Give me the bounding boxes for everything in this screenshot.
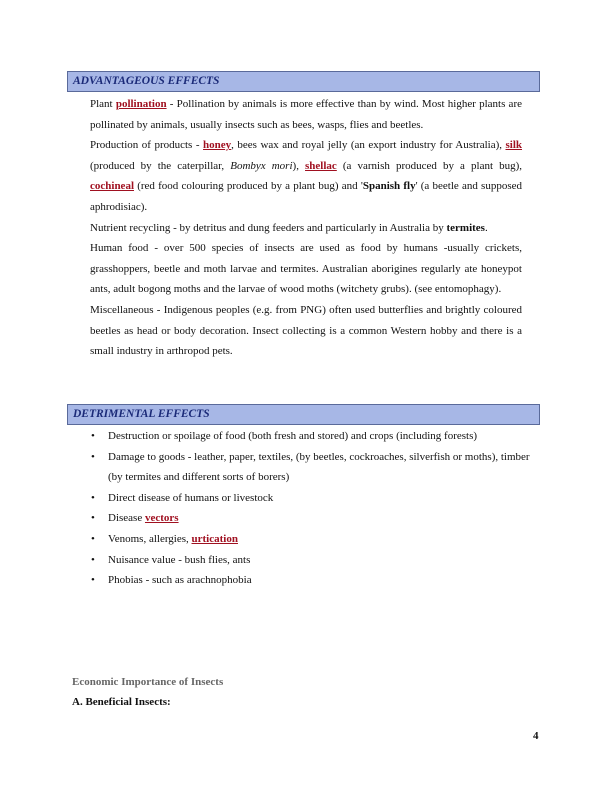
bold-text: Spanish fly — [362, 180, 416, 193]
text-run: (a varnish produced by a plant bug), — [336, 159, 522, 172]
text-run: , bees wax and royal jelly (an export industry for Australia), — [231, 139, 506, 152]
paragraph — [90, 94, 522, 135]
text-run: Damage to goods - leather, paper, textiles, (by beetles, cockroaches, silverfish or moths), timber (by termites and different sorts of borers) — [108, 450, 530, 484]
page-number: 4 — [533, 730, 539, 742]
paragraph — [90, 238, 522, 300]
paragraph — [90, 135, 522, 217]
bullet-icon: • — [91, 532, 95, 545]
bullet-icon: • — [91, 512, 95, 525]
beneficial-insects-heading: A. Beneficial Insects: — [72, 696, 171, 708]
text-run: Disease — [108, 512, 145, 525]
bullet-icon: • — [91, 450, 95, 463]
economic-importance-heading: Economic Importance of Insects — [72, 676, 224, 688]
text-run: ' (a beetle and supposed aphrodisiac). — [90, 180, 522, 213]
advantageous-effects-body — [90, 94, 522, 362]
list-item — [90, 529, 530, 550]
text-run: - Pollination by animals is more effective than by wind. Most higher plants are pollinated by animals, usually insects such as bees, wasps, flies and beetles. — [90, 98, 522, 131]
glossary-link[interactable]: cochineal — [90, 180, 134, 193]
list-item — [90, 488, 530, 509]
detrimental-effects-list — [90, 426, 530, 591]
text-run: Direct disease of humans or livestock — [108, 491, 274, 504]
bullet-icon: • — [91, 574, 95, 587]
list-item — [90, 550, 530, 571]
text-run: . — [484, 221, 488, 234]
text-run: (red food colouring produced by a plant bug) and ' — [134, 180, 363, 193]
paragraph — [90, 218, 522, 239]
bold-text: termites — [446, 221, 485, 234]
text-run: Production of products - — [90, 139, 204, 152]
paragraph — [90, 300, 522, 362]
list-item — [90, 426, 530, 447]
italic-text: Bombyx mori — [230, 159, 293, 172]
text-run: Human food - over 500 species of insects are used as food by humans -usually crickets, grasshoppers, beetle and moth larvae and termites. Australian aborigines regularly ate honeypot ants, adult bogong moths and the larvae of wood moths (witchety grubs). (see entomophagy). — [90, 242, 522, 296]
text-run: Destruction or spoilage of food (both fresh and stored) and crops (including forests) — [108, 430, 478, 442]
glossary-link[interactable]: silk — [505, 139, 523, 152]
bullet-icon: • — [91, 553, 95, 566]
text-run: Phobias - such as arachnophobia — [108, 574, 252, 587]
bullet-icon: • — [91, 430, 95, 442]
section-title: ADVANTAGEOUS EFFECTS — [73, 75, 220, 87]
text-run: Nutrient recycling - by detritus and dung feeders and particularly in Australia by — [90, 221, 447, 234]
list-item — [90, 570, 530, 591]
glossary-link[interactable]: honey — [203, 139, 232, 152]
text-run: (produced by the caterpillar, — [90, 159, 231, 172]
section-title: DETRIMENTAL EFFECTS — [73, 408, 210, 420]
text-run: Miscellaneous - Indigenous peoples (e.g. from PNG) often used butterflies and brightly coloured beetles as head or body decoration. Insect collecting is a common Western hobby and there is a small industry in arthropod pets. — [90, 303, 522, 358]
glossary-link[interactable]: vectors — [144, 512, 179, 525]
list-item — [90, 508, 530, 529]
text-run: Venoms, allergies, — [108, 532, 192, 545]
text-run: ), — [292, 159, 306, 172]
text-run: Nuisance value - bush flies, ants — [108, 553, 251, 566]
glossary-link[interactable]: pollination — [115, 98, 167, 110]
detrimental-effects-header — [67, 404, 540, 425]
glossary-link[interactable]: urtication — [191, 532, 238, 545]
text-run: Plant — [90, 98, 116, 110]
glossary-link[interactable]: shellac — [305, 159, 337, 172]
advantageous-effects-header — [67, 71, 540, 92]
list-item — [90, 447, 530, 488]
bullet-icon: • — [91, 491, 95, 504]
